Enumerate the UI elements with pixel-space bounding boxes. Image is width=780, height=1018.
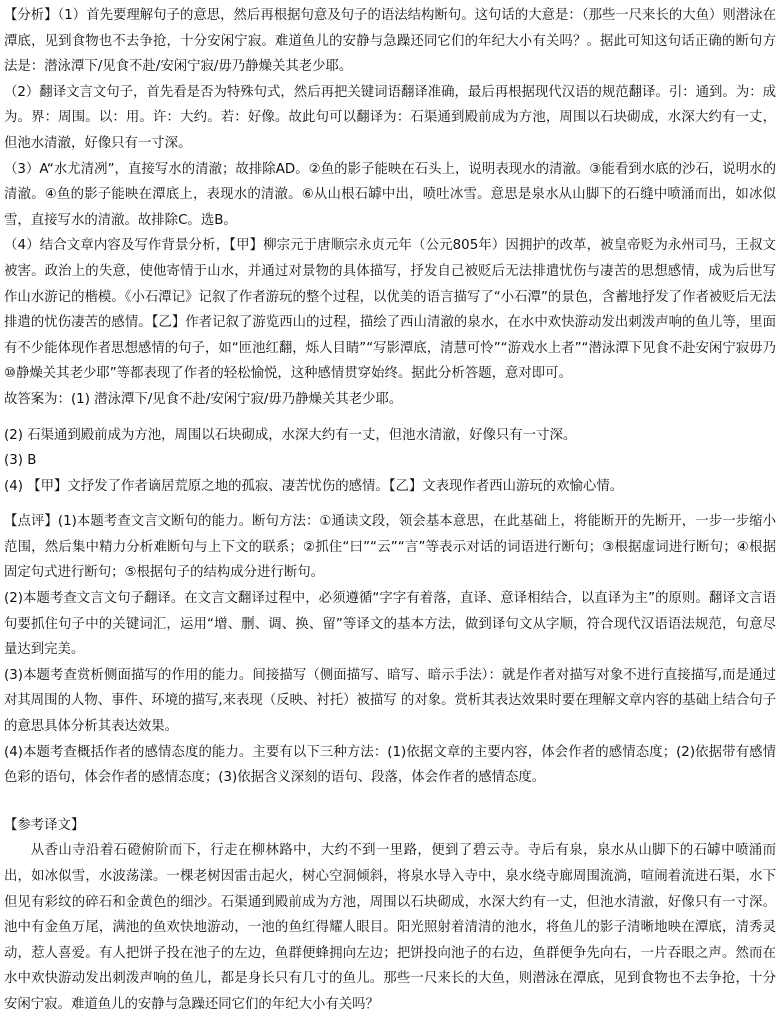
analysis-part-3: （3）A“水尤清冽”，直接写水的清澈；故排除AD。②鱼的影子能映在石头上，说明表现水的清澈。③能看到水底的沙石，说明水的清澈。④鱼的影子能映在潭底上，表现水的清澈。⑥从山根石罅中出，喷吐冰雪。意思是泉水从山脚下的石缝中喷涌而出，如冰似雪，直接写水的清澈。故排除C。选B。 <box>4 161 776 228</box>
answer-1: 故答案为：(1) 潜泳潭下/见食不赴/安闲宁寂/毋乃静燥关其老少耶。 <box>4 391 403 407</box>
analysis-part-4: （4）结合文章内容及写作背景分析，【甲】柳宗元于唐顺宗永贞元年（公元805年）因拥护的改革，被皇帝贬为永州司马，王叔文被害。政治上的失意，使他寄情于山水，并通过对景物的具体描写，抒发自己被贬后无法排遣忧伤与凄苦的思想感情，成为后世写作山水游记的楷模。《小石潭记》记叙了作者游玩的整个过程，以优美的语言描写了“小石潭”的景色，含蓄地抒发了作者被贬后无法排遣的忧伤凄苦的感情。【乙】作者记叙了游览西山的过程，描绘了西山清澈的泉水，在水中欢快游动发出刺泼声响的鱼儿等，里面有不少能体现作者思想感情的句子，如“匝池红翻，烁人目睛”“写影潭底，清慧可怜”“游戏水上者”“潜泳潭下见食不赴安闲宁寂毋乃⑩静燥关其老少耶”等都表现了作者的轻松愉悦，这种感情贯穿始终。据此分析答题，意对即可。 <box>4 238 776 382</box>
translation-body: 从香山寺沿着石磴俯阶而下，行走在柳林路中，大约不到一里路，便到了碧云寺。寺后有泉，泉水从山脚下的石罅中喷涌而出，如冰似雪，水波荡漾。一棵老树因雷击起火，树心空洞倾斜，将泉水导入寺中，泉水绕寺廊周围流淌，喧闹着流进石渠，水下但见有彩纹的碎石和金黄色的细沙。石渠通到殿前成为方池，周围以石块砌成，水深大约有一丈，但池水清澈，好像只有一寸深。池中有金鱼万尾，满池的鱼欢快地游动，一池的鱼红得耀人眼目。阳光照射着清清的池水，将鱼儿的影子清晰地映在潭底，清秀灵动，惹人喜爱。有人把饼子投在池子的左边，鱼群便蜂拥向左边；把饼投向池子的右边，鱼群便争先向右，一片吞眼之声。然而在水中欢快游动发出刺泼声响的鱼儿，都是身长只有几寸的鱼儿。那些一尺来长的大鱼，则潜泳在潭底，见到食物也不去争抢，十分安闲宁寂。难道鱼儿的安静与急躁还同它们的年纪大小有关吗？ <box>4 843 776 1012</box>
answer-2: (2) 石渠通到殿前成为方池，周围以石块砌成，水深大约有一丈，但池水清澈，好像只有一寸深。 <box>4 427 577 443</box>
answer-3: (3) B <box>4 453 37 469</box>
translation-section <box>4 813 776 1018</box>
comment-3: (3)本题考查赏析侧面描写的作用的能力。间接描写（侧面描写、暗写、暗示手法）：就是作者对描写对象不进行直接描写,而是通过对其周围的人物、事件、环境的描写,来表现（反映、衬托）被描写 的对象。赏析其表达效果时要在理解文章内容的基础上结合句子的意思具体分析其表达效果。 <box>4 667 776 735</box>
spacer <box>4 499 776 509</box>
answer-4: (4) 【甲】文抒发了作者谪居荒原之地的孤寂、凄苦忧伤的感情。【乙】文表现作者西山游玩的欢愉心情。 <box>4 478 624 494</box>
comment-section <box>4 509 776 791</box>
comment-1: 【点评】(1)本题考查文言文断句的能力。断句方法：①通读文段，领会基本意思，在此基础上，将能断开的先断开，一步一步缩小范围，然后集中精力分析难断句与上下文的联系；②抓住“曰”“云”“言”等表示对话的词语进行断句；③根据虚词进行断句；④根据固定句式进行断句；⑤根据句子的结构成分进行断句。 <box>4 514 776 581</box>
spacer <box>4 791 776 813</box>
translation-heading: 【参考译文】 <box>4 817 85 833</box>
spacer <box>4 413 776 423</box>
analysis-heading: 【分析】 <box>4 8 58 23</box>
comment-2: (2)本题考查文言文句子翻译。在文言文翻译过程中，必须遵循“字字有着落，直译、意译相结合，以直译为主”的原则。翻译文言语句要抓住句子中的关键词汇，运用“增、删、调、换、留”等译文的基本方法，做到译句文从字顺，符合现代汉语语法规范，句意尽量达到完美。 <box>4 591 776 658</box>
comment-4: (4)本题考查概括作者的感情态度的能力。主要有以下三种方法：(1)依据文章的主要内容，体会作者的感情态度；(2)依据带有感情色彩的语句，体会作者的感情态度；(3)依据含义深刻的语句、段落，体会作者的感情态度。 <box>4 744 776 786</box>
answer-section <box>4 387 776 499</box>
analysis-part-1: （1）首先要理解句子的意思，然后再根据句意及句子的语法结构断句。这句话的大意是：（那些一尺来长的大鱼）则潜泳在潭底，见到食物也不去争抢，十分安闲宁寂。难道鱼儿的安静与急躁还同它们的年纪大小有关吗？。据此可知这句话正确的断句方法是：潜泳潭下/见食不赴/安闲宁寂/毋乃静燥关其老少耶。 <box>4 8 776 75</box>
analysis-section <box>4 3 776 387</box>
analysis-part-2: （2）翻译文言文句子，首先看是否为特殊句式，然后再把关键词语翻译准确，最后再根据现代汉语的规范翻译。引：通到。为：成为。界：周围。以：用。许：大约。若：好像。故此句可以翻译为：石渠通到殿前成为方池，周围以石块砌成，水深大约有一丈，但池水清澈，好像只有一寸深。 <box>4 84 776 151</box>
